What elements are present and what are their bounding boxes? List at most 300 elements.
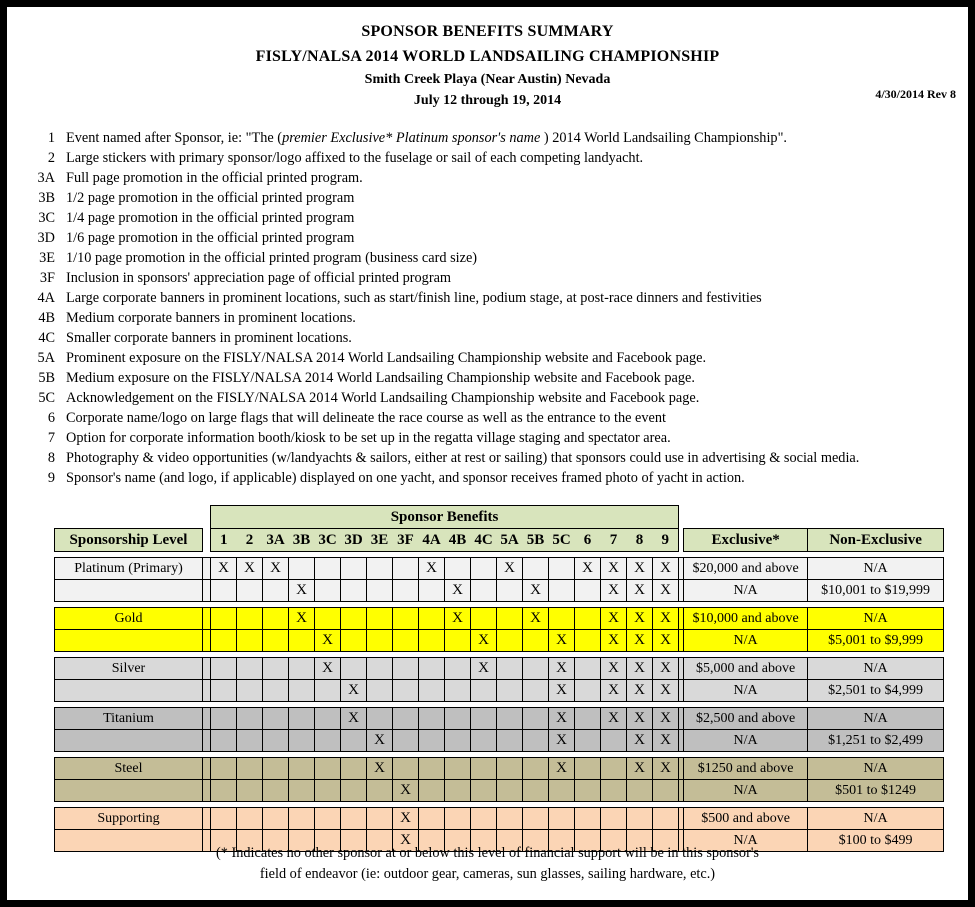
benefit-cell	[315, 758, 341, 780]
table-header-row-2	[55, 529, 944, 552]
benefit-text: Inclusion in sponsors' appreciation page of official printed program	[66, 270, 452, 286]
benefit-cell	[445, 658, 471, 680]
exclusive-cell: N/A	[684, 780, 808, 802]
non-exclusive-cell: N/A	[808, 558, 944, 580]
benefit-cell	[211, 608, 237, 630]
benefit-cell	[471, 808, 497, 830]
benefit-cell	[367, 780, 393, 802]
table-header-row-1	[55, 506, 944, 529]
benefit-cell	[419, 808, 445, 830]
benefit-cell	[419, 758, 445, 780]
benefit-cell	[497, 608, 523, 630]
benefit-cell: X	[653, 608, 679, 630]
benefit-text: Acknowledgement on the FISLY/NALSA 2014 World Landsailing Championship website and Facebook page.	[66, 390, 700, 406]
benefit-cell	[289, 758, 315, 780]
benefit-cell: X	[627, 608, 653, 630]
benefit-column-header: 4B	[445, 529, 471, 552]
benefit-cell	[497, 658, 523, 680]
benefit-cell	[263, 780, 289, 802]
benefit-cell: X	[549, 730, 575, 752]
level-cell: Titanium	[55, 708, 203, 730]
benefit-cell	[445, 680, 471, 702]
benefit-cell: X	[627, 758, 653, 780]
spacer-cell	[203, 658, 211, 680]
benefit-column-header: 5B	[523, 529, 549, 552]
benefit-cell	[575, 758, 601, 780]
benefit-column-header: 3E	[367, 529, 393, 552]
benefit-cell: X	[549, 758, 575, 780]
spacer-cell	[203, 730, 211, 752]
benefit-cell	[393, 680, 419, 702]
benefit-text: Event named after Sponsor, ie: "The (premier Exclusive* Platinum sponsor's name ) 2014 World Landsailing Championship".	[66, 130, 787, 146]
benefit-cell	[471, 708, 497, 730]
benefit-cell: X	[289, 580, 315, 602]
spacer-blank	[203, 529, 211, 552]
table-row	[55, 680, 944, 702]
benefit-cell	[419, 658, 445, 680]
benefit-cell: X	[627, 658, 653, 680]
benefit-cell	[263, 608, 289, 630]
benefit-cell	[471, 608, 497, 630]
benefit-cell: X	[315, 658, 341, 680]
benefit-cell	[445, 780, 471, 802]
benefit-cell	[211, 780, 237, 802]
benefit-cell: X	[341, 680, 367, 702]
benefit-cell	[653, 808, 679, 830]
benefit-cell	[289, 680, 315, 702]
benefit-cell	[445, 730, 471, 752]
benefit-cell	[211, 630, 237, 652]
non-exclusive-cell: $10,001 to $19,999	[808, 580, 944, 602]
benefit-text: Corporate name/logo on large flags that will delineate the race course as well as the entrance to the event	[66, 410, 666, 426]
benefit-column-header: 3D	[341, 529, 367, 552]
benefit-cell	[367, 608, 393, 630]
benefit-cell	[419, 730, 445, 752]
benefit-cell	[523, 730, 549, 752]
benefit-cell	[575, 608, 601, 630]
benefit-cell	[341, 630, 367, 652]
benefit-cell	[497, 708, 523, 730]
benefit-cell	[523, 658, 549, 680]
benefit-cell	[497, 808, 523, 830]
benefit-cell	[367, 680, 393, 702]
benefit-cell: X	[393, 780, 419, 802]
benefit-cell	[575, 630, 601, 652]
benefit-cell: X	[627, 680, 653, 702]
benefit-cell: X	[367, 758, 393, 780]
benefit-cell	[263, 758, 289, 780]
benefit-cell: X	[627, 558, 653, 580]
benefit-cell	[523, 680, 549, 702]
benefit-cell	[497, 630, 523, 652]
spacer-blank	[203, 506, 211, 529]
benefit-cell: X	[653, 580, 679, 602]
benefit-cell	[393, 558, 419, 580]
benefit-cell	[237, 580, 263, 602]
benefit-column-header: 9	[653, 529, 679, 552]
benefit-cell	[263, 708, 289, 730]
spacer-cell	[203, 630, 211, 652]
benefit-cell: X	[627, 708, 653, 730]
benefit-cell: X	[627, 580, 653, 602]
table-row	[55, 708, 944, 730]
benefit-cell	[471, 730, 497, 752]
benefit-cell	[341, 808, 367, 830]
benefit-cell	[315, 730, 341, 752]
benefit-cell	[445, 708, 471, 730]
benefit-cell: X	[601, 608, 627, 630]
benefit-cell	[263, 808, 289, 830]
benefit-cell	[367, 658, 393, 680]
benefit-cell	[211, 808, 237, 830]
benefit-cell	[367, 708, 393, 730]
benefit-definition	[27, 408, 859, 428]
benefit-cell: X	[653, 680, 679, 702]
spacer-cell	[203, 808, 211, 830]
benefit-definition	[27, 188, 859, 208]
benefit-cell	[315, 808, 341, 830]
benefit-cell	[523, 780, 549, 802]
benefit-cell	[393, 708, 419, 730]
benefit-cell: X	[523, 580, 549, 602]
benefit-cell	[367, 630, 393, 652]
benefit-cell	[575, 708, 601, 730]
benefit-cell	[497, 758, 523, 780]
benefit-cell: X	[627, 630, 653, 652]
benefit-cell: X	[549, 630, 575, 652]
table-row	[55, 658, 944, 680]
benefit-cell	[575, 658, 601, 680]
benefit-id: 3D	[37, 230, 55, 246]
benefit-cell	[575, 808, 601, 830]
benefit-cell	[601, 808, 627, 830]
benefit-id: 8	[47, 450, 55, 466]
benefit-cell	[237, 758, 263, 780]
benefit-cell	[315, 580, 341, 602]
benefit-cell	[315, 558, 341, 580]
table-row	[55, 808, 944, 830]
benefit-definition	[27, 128, 859, 148]
benefit-cell	[497, 730, 523, 752]
benefit-cell	[289, 808, 315, 830]
benefit-text: Prominent exposure on the FISLY/NALSA 2014 World Landsailing Championship website and Facebook page.	[66, 350, 707, 366]
benefit-cell: X	[315, 630, 341, 652]
benefit-definition	[27, 328, 859, 348]
benefit-text: Option for corporate information booth/kiosk to be set up in the regatta village staging and spectator area.	[66, 430, 671, 446]
sponsorship-table	[54, 505, 944, 852]
revision-date: 4/30/2014 Rev 8	[875, 87, 956, 101]
benefit-cell	[237, 630, 263, 652]
spacer-cell	[203, 580, 211, 602]
benefit-cell	[237, 680, 263, 702]
benefit-cell	[393, 608, 419, 630]
exclusive-cell: $500 and above	[684, 808, 808, 830]
level-column-header: Sponsorship Level	[55, 529, 203, 552]
benefit-column-header: 3C	[315, 529, 341, 552]
benefit-cell: X	[653, 758, 679, 780]
table-row	[55, 558, 944, 580]
benefit-cell	[211, 580, 237, 602]
benefit-cell	[471, 680, 497, 702]
benefit-cell	[237, 730, 263, 752]
benefit-cell	[523, 558, 549, 580]
benefit-id: 3C	[38, 210, 55, 226]
benefit-cell	[627, 780, 653, 802]
non-exclusive-cell: $1,251 to $2,499	[808, 730, 944, 752]
level-cell: Supporting	[55, 808, 203, 830]
level-cell: Platinum (Primary)	[55, 558, 203, 580]
benefit-definition	[27, 248, 859, 268]
benefit-cell: X	[601, 630, 627, 652]
benefit-cell	[575, 730, 601, 752]
benefit-column-header: 3F	[393, 529, 419, 552]
benefit-cell	[341, 758, 367, 780]
benefit-cell	[601, 780, 627, 802]
benefit-cell: X	[627, 730, 653, 752]
benefit-cell: X	[289, 608, 315, 630]
sponsorship-table-wrap	[54, 505, 944, 852]
benefit-cell	[211, 730, 237, 752]
benefit-cell	[211, 680, 237, 702]
benefit-cell	[419, 680, 445, 702]
benefit-cell: X	[497, 558, 523, 580]
benefit-cell	[419, 708, 445, 730]
benefit-definition	[27, 228, 859, 248]
level-cell	[55, 780, 203, 802]
benefit-cell: X	[523, 608, 549, 630]
benefit-text: 1/6 page promotion in the official printed program	[66, 230, 355, 246]
exclusive-cell: N/A	[684, 730, 808, 752]
blank-above-exclusive	[684, 506, 808, 529]
level-cell	[55, 730, 203, 752]
benefit-cell: X	[341, 708, 367, 730]
non-exclusive-cell: N/A	[808, 658, 944, 680]
benefit-text: Large stickers with primary sponsor/logo affixed to the fuselage or sail of each competing landyacht.	[66, 150, 644, 166]
benefit-definition	[27, 268, 859, 288]
benefits-merged-header: Sponsor Benefits	[211, 506, 679, 529]
benefit-definition	[27, 448, 859, 468]
table-row	[55, 730, 944, 752]
benefit-cell	[393, 658, 419, 680]
benefit-definition	[27, 208, 859, 228]
benefit-definition	[27, 428, 859, 448]
benefit-definition	[27, 168, 859, 188]
benefit-cell	[627, 808, 653, 830]
exclusive-cell: N/A	[684, 580, 808, 602]
title-dates: July 12 through 19, 2014	[413, 93, 562, 108]
benefit-cell	[289, 780, 315, 802]
benefit-cell	[419, 630, 445, 652]
benefit-cell	[315, 608, 341, 630]
benefit-cell	[367, 808, 393, 830]
non-exclusive-cell: $100 to $499	[808, 830, 944, 852]
benefit-column-header: 4A	[419, 529, 445, 552]
non-exclusive-cell: N/A	[808, 608, 944, 630]
benefit-definition	[27, 348, 859, 368]
benefit-column-header: 8	[627, 529, 653, 552]
benefit-cell: X	[653, 708, 679, 730]
benefit-cell	[549, 558, 575, 580]
benefit-cell	[341, 658, 367, 680]
level-cell: Silver	[55, 658, 203, 680]
exclusive-cell: N/A	[684, 680, 808, 702]
benefit-cell: X	[367, 730, 393, 752]
benefit-definition	[27, 148, 859, 168]
benefit-cell	[601, 730, 627, 752]
benefit-cell	[549, 580, 575, 602]
exclusive-cell: $20,000 and above	[684, 558, 808, 580]
benefit-id: 5A	[37, 350, 55, 366]
benefit-cell	[523, 708, 549, 730]
benefit-cell	[471, 580, 497, 602]
benefit-cell	[523, 808, 549, 830]
benefit-cell: X	[653, 630, 679, 652]
benefit-cell	[523, 630, 549, 652]
benefit-cell	[341, 558, 367, 580]
benefit-cell: X	[211, 558, 237, 580]
exclusive-cell: $2,500 and above	[684, 708, 808, 730]
benefit-cell	[549, 608, 575, 630]
benefit-cell: X	[471, 630, 497, 652]
benefit-cell	[419, 608, 445, 630]
exclusive-cell: $1250 and above	[684, 758, 808, 780]
benefit-cell	[263, 658, 289, 680]
table-row	[55, 758, 944, 780]
benefit-cell	[419, 780, 445, 802]
benefit-cell	[497, 580, 523, 602]
benefit-definition	[27, 288, 859, 308]
benefit-cell: X	[653, 730, 679, 752]
footer-note-line2: field of endeavor (ie: outdoor gear, cameras, sun glasses, sailing hardware, etc.)	[259, 866, 716, 882]
title-event: FISLY/NALSA 2014 WORLD LANDSAILING CHAMPIONSHIP	[255, 48, 720, 65]
benefit-text: 1/4 page promotion in the official printed program	[66, 210, 355, 226]
exclusive-cell: $10,000 and above	[684, 608, 808, 630]
level-cell	[55, 680, 203, 702]
benefit-id: 7	[47, 430, 55, 446]
non-exclusive-cell: $2,501 to $4,999	[808, 680, 944, 702]
benefit-id: 9	[47, 470, 55, 486]
benefit-id: 5B	[38, 370, 55, 386]
benefit-cell	[393, 758, 419, 780]
benefit-cell: X	[601, 558, 627, 580]
benefit-cell	[289, 730, 315, 752]
benefit-id: 3A	[37, 170, 55, 186]
benefit-cell	[445, 558, 471, 580]
benefits-list	[27, 128, 859, 488]
benefit-text: Medium corporate banners in prominent locations.	[66, 310, 356, 326]
exclusive-cell: $5,000 and above	[684, 658, 808, 680]
benefit-cell	[315, 780, 341, 802]
benefit-cell: X	[601, 580, 627, 602]
benefit-cell	[341, 608, 367, 630]
benefit-cell	[341, 730, 367, 752]
benefit-cell	[549, 808, 575, 830]
benefit-text: 1/2 page promotion in the official printed program	[66, 190, 355, 206]
benefit-text: Large corporate banners in prominent locations, such as start/finish line, podium stage, at post-race dinners and festivities	[66, 290, 762, 306]
non-exclusive-column-header: Non-Exclusive	[808, 529, 944, 552]
benefit-cell	[497, 680, 523, 702]
benefit-cell: X	[445, 580, 471, 602]
benefit-cell	[419, 580, 445, 602]
non-exclusive-cell: $5,001 to $9,999	[808, 630, 944, 652]
non-exclusive-cell: N/A	[808, 808, 944, 830]
benefit-cell: X	[263, 558, 289, 580]
benefit-definition	[27, 368, 859, 388]
benefit-cell	[263, 680, 289, 702]
benefit-cell	[393, 580, 419, 602]
benefit-column-header: 3B	[289, 529, 315, 552]
spacer-cell	[203, 608, 211, 630]
benefit-cell	[237, 658, 263, 680]
non-exclusive-cell: N/A	[808, 758, 944, 780]
benefit-cell	[471, 558, 497, 580]
benefit-cell	[653, 780, 679, 802]
benefit-cell: X	[393, 808, 419, 830]
benefit-cell	[263, 730, 289, 752]
benefit-column-header: 1	[211, 529, 237, 552]
benefit-text: Smaller corporate banners in prominent locations.	[66, 330, 352, 346]
benefit-column-header: 6	[575, 529, 601, 552]
benefit-cell: X	[575, 558, 601, 580]
benefit-id: 3E	[39, 250, 55, 266]
corner-blank	[55, 506, 203, 529]
benefit-cell: X	[445, 608, 471, 630]
title-location: Smith Creek Playa (Near Austin) Nevada	[364, 72, 611, 87]
benefit-cell	[289, 708, 315, 730]
benefit-id: 4C	[38, 330, 55, 346]
benefit-cell: X	[549, 658, 575, 680]
benefit-cell	[315, 680, 341, 702]
benefit-column-header: 5A	[497, 529, 523, 552]
benefit-cell	[367, 558, 393, 580]
benefit-text: Full page promotion in the official printed program.	[66, 170, 363, 186]
spacer-cell	[203, 558, 211, 580]
spacer-cell	[203, 780, 211, 802]
benefit-cell: X	[471, 658, 497, 680]
benefit-definition	[27, 468, 859, 488]
title-block	[7, 23, 968, 109]
table-row	[55, 580, 944, 602]
table-row	[55, 608, 944, 630]
table-row	[55, 780, 944, 802]
benefit-cell: X	[601, 708, 627, 730]
benefit-cell	[211, 758, 237, 780]
benefit-cell	[575, 680, 601, 702]
level-cell: Steel	[55, 758, 203, 780]
benefit-column-header: 5C	[549, 529, 575, 552]
benefit-cell	[237, 780, 263, 802]
benefit-cell	[367, 580, 393, 602]
benefit-cell: X	[419, 558, 445, 580]
benefit-cell	[471, 780, 497, 802]
spacer-cell	[203, 680, 211, 702]
benefit-column-header: 4C	[471, 529, 497, 552]
benefit-text: Sponsor's name (and logo, if applicable) displayed on one yacht, and sponsor receives framed photo of yacht in action.	[66, 470, 745, 486]
benefit-cell: X	[601, 680, 627, 702]
benefit-cell	[289, 658, 315, 680]
benefit-cell	[393, 630, 419, 652]
benefit-cell	[237, 608, 263, 630]
benefit-cell	[445, 808, 471, 830]
benefit-id: 1	[47, 130, 55, 146]
benefit-cell: X	[549, 708, 575, 730]
benefit-text: Medium exposure on the FISLY/NALSA 2014 World Landsailing Championship website and Facebook page.	[66, 370, 695, 386]
benefit-cell	[263, 580, 289, 602]
benefit-id: 4A	[37, 290, 55, 306]
benefit-id: 2	[47, 150, 55, 166]
benefit-cell	[341, 580, 367, 602]
benefit-column-header: 7	[601, 529, 627, 552]
